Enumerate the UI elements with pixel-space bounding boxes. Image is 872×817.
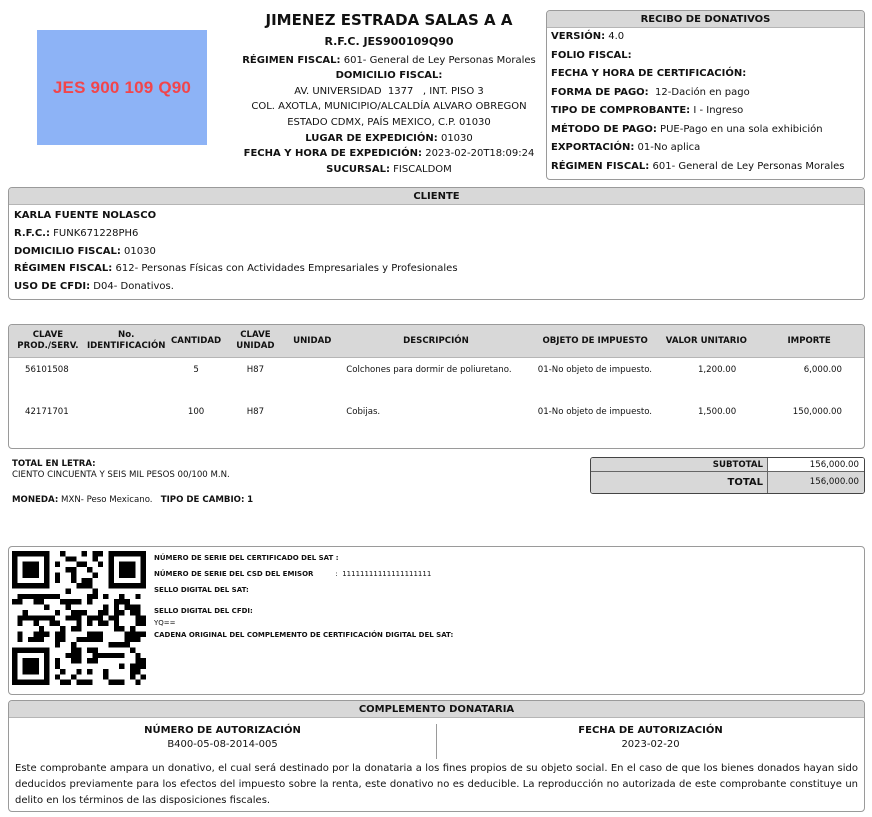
cliente-name: KARLA FUENTE NOLASCO (14, 210, 157, 221)
recibo-rows (547, 28, 864, 176)
cliente-domicilio: DOMICILIO FISCAL: 01030 (14, 245, 156, 257)
recibo-row: MÉTODO DE PAGO: PUE-Pago en una sola exhibición (551, 123, 823, 135)
autorizacion-numero: NÚMERO DE AUTORIZACIÓN B400-05-08-2014-005 (144, 725, 301, 750)
table-cell: 6,000.00 (803, 365, 842, 375)
issuer-fecha: FECHA Y HORA DE EXPEDICIÓN: 2023-02-20T18:09:24 (243, 148, 535, 160)
subtotal-row (591, 458, 864, 472)
table-cell: 56101508 (25, 365, 69, 375)
table-cell: 100 (187, 407, 205, 417)
subtotal-label: SUBTOTAL (591, 458, 768, 471)
recibo-title: RECIBO DE DONATIVOS (547, 11, 864, 28)
issuer-lugar: LUGAR DE EXPEDICIÓN: 01030 (305, 132, 473, 144)
complemento-panel (8, 700, 865, 812)
recibo-row: FECHA Y HORA DE CERTIFICACIÓN: (551, 68, 747, 79)
table-cell: 01-No objeto de impuesto. (537, 407, 653, 417)
items-body (9, 358, 864, 442)
recibo-row: FORMA DE PAGO: 12-Dación en pago (551, 86, 750, 98)
table-cell: 1,200.00 (697, 365, 737, 375)
issuer-rfc: R.F.C. JES900109Q90 (324, 35, 454, 48)
tipo-cambio-value: 1 (247, 495, 254, 505)
table-row (9, 400, 864, 442)
table-cell (284, 407, 340, 442)
table-cell (87, 365, 166, 400)
issuer-logo (37, 30, 207, 145)
recibo-row: TIPO DE COMPROBANTE: I - Ingreso (551, 105, 744, 116)
cliente-uso-cfdi: USO DE CFDI: D04- Donativos. (14, 281, 174, 293)
issuer-domicilio-label: DOMICILIO FISCAL: (335, 70, 443, 82)
serie-sat-label: NÚMERO DE SERIE DEL CERTIFICADO DEL SAT : (154, 554, 339, 562)
table-cell: Cobijas. (346, 407, 381, 417)
recibo-row: FOLIO FISCAL: (551, 49, 632, 61)
cliente-title: CLIENTE (9, 188, 864, 205)
cliente-panel (8, 187, 865, 300)
items-header-cell: CLAVE PROD./SERV. (17, 330, 79, 351)
table-cell: Colchones para dormir de poliuretano. (346, 365, 512, 375)
table-cell: H87 (246, 407, 265, 417)
table-cell: 01-No objeto de impuesto. (537, 365, 653, 375)
logo-text: JES 900 109 Q90 (52, 77, 192, 97)
table-row (9, 358, 864, 400)
cadena-original-label: CADENA ORIGINAL DEL COMPLEMENTO DE CERTIFICACIÓN DIGITAL DEL SAT: (154, 631, 454, 639)
recibo-row: EXPORTACIÓN: 01-No aplica (551, 142, 701, 153)
issuer-sucursal: SUCURSAL: FISCALDOM (326, 163, 452, 175)
items-header-row (9, 325, 864, 358)
items-header-cell: No. IDENTIFICACIÓN (86, 330, 166, 351)
issuer-name: JIMENEZ ESTRADA SALAS A A (265, 11, 513, 29)
items-header-cell: DESCRIPCIÓN (403, 335, 469, 346)
cliente-regimen: RÉGIMEN FISCAL: 612- Personas Físicas con Actividades Empresariales y Profesionales (14, 263, 458, 275)
items-table (8, 324, 865, 449)
items-header-cell: CLAVE UNIDAD (236, 330, 275, 351)
table-cell: 42171701 (25, 407, 69, 417)
sello-sat-label: SELLO DIGITAL DEL SAT: (154, 586, 249, 594)
recibo-row: RÉGIMEN FISCAL: 601- General de Ley Personas Morales (551, 160, 845, 172)
table-cell: 5 (193, 365, 199, 375)
recibo-row: VERSIÓN: 4.0 (551, 31, 625, 42)
subtotal-value: 156,000.00 (768, 458, 864, 471)
qr-code-icon (12, 551, 146, 685)
table-cell (284, 365, 340, 400)
autorizacion-fecha: FECHA DE AUTORIZACIÓN 2023-02-20 (436, 724, 864, 759)
recibo-panel (546, 10, 865, 180)
items-header-cell: OBJETO DE IMPUESTO (542, 335, 648, 346)
items-header-cell: UNIDAD (293, 335, 332, 346)
issuer-info (230, 10, 548, 177)
total-letter-label: TOTAL EN LETRA: (12, 459, 96, 469)
table-cell: 150,000.00 (792, 407, 842, 417)
sello-cfdi-value: YQ== (154, 619, 176, 627)
cliente-rfc: R.F.C.: FUNK671228PH6 (14, 227, 139, 239)
total-en-letra (12, 459, 230, 481)
total-row (591, 472, 864, 494)
total-letter-value: CIENTO CINCUENTA Y SEIS MIL PESOS 00/100 M.N. (12, 470, 230, 480)
serie-emisor: NÚMERO DE SERIE DEL CSD DEL EMISOR : 11111111111111111111 (154, 570, 432, 578)
totals-box (590, 457, 865, 494)
total-value: 156,000.00 (809, 477, 859, 487)
table-cell (87, 407, 166, 442)
total-label: TOTAL (591, 472, 768, 494)
tipo-cambio-label: TIPO DE CAMBIO: (160, 495, 245, 505)
items-header-cell: IMPORTE (787, 335, 831, 346)
table-cell: H87 (246, 365, 265, 375)
sat-info (154, 553, 453, 641)
items-header-cell: VALOR UNITARIO (665, 335, 747, 346)
moneda-value: MXN- Peso Mexicano. (58, 495, 153, 505)
complemento-note: Este comprobante ampara un donativo, el cual será destinado por la donataria a los fines propios de su objeto social. En el caso de que los bienes donados hayan sido deducidos previamente para los efectos del impuesto sobre la renta, este donativo no es deducible. La reproducción no autorizada de este comprobante constituye un delito en los términos de las disposiciones fiscales. (15, 763, 858, 806)
items-header-cell: CANTIDAD (170, 335, 222, 346)
moneda-label: MONEDA: (12, 495, 59, 505)
issuer-domicilio-line3: ESTADO CDMX, PAÍS MEXICO, C.P. 01030 (287, 116, 491, 128)
issuer-regimen: RÉGIMEN FISCAL: 601- General de Ley Personas Morales (242, 54, 536, 66)
sello-cfdi-label: SELLO DIGITAL DEL CFDI: (154, 607, 253, 615)
complemento-title: COMPLEMENTO DONATARIA (9, 701, 864, 718)
table-cell: 1,500.00 (697, 407, 737, 417)
issuer-domicilio-line1: AV. UNIVERSIDAD 1377 , INT. PISO 3 (294, 85, 484, 97)
issuer-domicilio-line2: COL. AXOTLA, MUNICIPIO/ALCALDÍA ALVARO OBREGON (251, 101, 527, 113)
moneda-info (12, 495, 253, 505)
